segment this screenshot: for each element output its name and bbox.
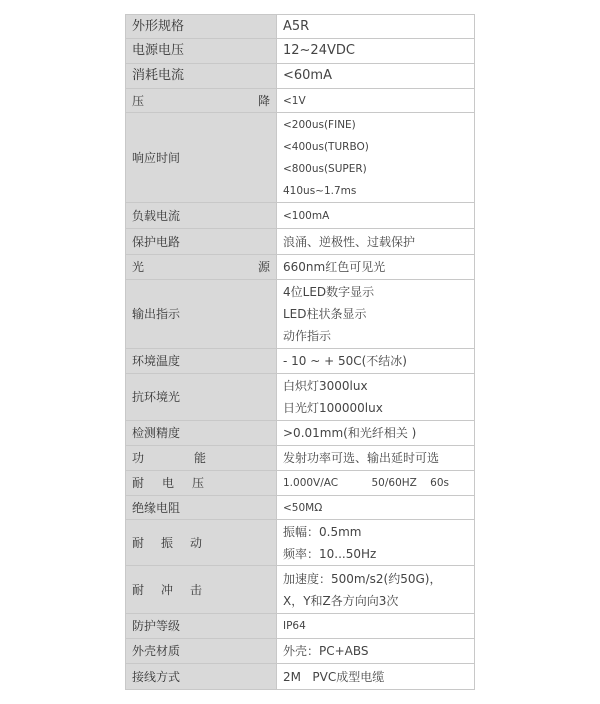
table-row xyxy=(126,639,475,664)
table-row xyxy=(126,446,475,471)
table-row xyxy=(126,421,475,446)
spec-value-shock: 加速度：500m/s2(约50G)， X，Y和Z各方向向3次 xyxy=(277,566,475,614)
table-row xyxy=(126,496,475,520)
spec-key-voltage-drop: 压 降 xyxy=(126,89,277,113)
spec-key-vibration: 耐 振 动 xyxy=(126,520,277,566)
spec-value-housing-material: 外壳：PC+ABS xyxy=(277,639,475,664)
spec-key-response-time: 响应时间 xyxy=(126,113,277,203)
spec-value-ambient-light: 白炽灯3000lux 日光灯100000lux xyxy=(277,374,475,421)
table-row xyxy=(126,471,475,496)
table-row xyxy=(126,374,475,421)
spec-key-protection-rating: 防护等级 xyxy=(126,614,277,639)
table-row xyxy=(126,89,475,113)
spec-key-function: 功 能 xyxy=(126,446,277,471)
spec-value-voltage-drop: <1V xyxy=(277,89,475,113)
spec-key-shape: 外形规格 xyxy=(126,15,277,39)
spec-value-protection-circuit: 浪涌、逆极性、过载保护 xyxy=(277,229,475,255)
spec-value-insulation-resistance: <50MΩ xyxy=(277,496,475,520)
spec-key-insulation-resistance: 绝缘电阻 xyxy=(126,496,277,520)
spec-key-protection-circuit: 保护电路 xyxy=(126,229,277,255)
spec-value-ambient-temperature: - 10 ~ + 50C(不结冰) xyxy=(277,349,475,374)
spec-value-vibration: 振幅：0.5mm 频率：10...50Hz xyxy=(277,520,475,566)
spec-key-withstand-voltage: 耐 电 压 xyxy=(126,471,277,496)
spec-key-detection-accuracy: 检测精度 xyxy=(126,421,277,446)
spec-value-light-source: 660nm红色可见光 xyxy=(277,255,475,280)
spec-key-output-indicator: 输出指示 xyxy=(126,280,277,349)
spec-value-protection-rating: IP64 xyxy=(277,614,475,639)
table-row xyxy=(126,64,475,89)
spec-value-current-consumption: <60mA xyxy=(277,64,475,89)
table-row xyxy=(126,280,475,349)
table-row xyxy=(126,255,475,280)
spec-value-supply-voltage: 12~24VDC xyxy=(277,39,475,64)
spec-key-housing-material: 外壳材质 xyxy=(126,639,277,664)
spec-value-detection-accuracy: >0.01mm(和光纤相关 ) xyxy=(277,421,475,446)
table-row xyxy=(126,664,475,690)
table-row xyxy=(126,520,475,566)
spec-value-output-indicator: 4位LED数字显示 LED柱状条显示 动作指示 xyxy=(277,280,475,349)
table-row xyxy=(126,203,475,229)
spec-value-shape: A5R xyxy=(277,15,475,39)
spec-value-load-current: <100mA xyxy=(277,203,475,229)
spec-key-ambient-light: 抗环境光 xyxy=(126,374,277,421)
table-row xyxy=(126,229,475,255)
spec-key-light-source: 光 源 xyxy=(126,255,277,280)
spec-key-shock: 耐 冲 击 xyxy=(126,566,277,614)
spec-value-withstand-voltage: 1.000V/AC 50/60HZ 60s xyxy=(277,471,475,496)
spec-key-supply-voltage: 电源电压 xyxy=(126,39,277,64)
spec-value-function: 发射功率可选、输出延时可选 xyxy=(277,446,475,471)
table-row xyxy=(126,113,475,203)
table-row xyxy=(126,39,475,64)
table-row xyxy=(126,349,475,374)
spec-table xyxy=(125,14,475,690)
table-row xyxy=(126,566,475,614)
spec-key-load-current: 负载电流 xyxy=(126,203,277,229)
spec-key-connection-method: 接线方式 xyxy=(126,664,277,690)
spec-key-current-consumption: 消耗电流 xyxy=(126,64,277,89)
spec-value-response-time: <200us(FINE) <400us(TURBO) <800us(SUPER) 410us~1.7ms xyxy=(277,113,475,203)
table-row xyxy=(126,614,475,639)
spec-value-connection-method: 2M PVC成型电缆 xyxy=(277,664,475,690)
table-row xyxy=(126,15,475,39)
spec-key-ambient-temperature: 环境温度 xyxy=(126,349,277,374)
